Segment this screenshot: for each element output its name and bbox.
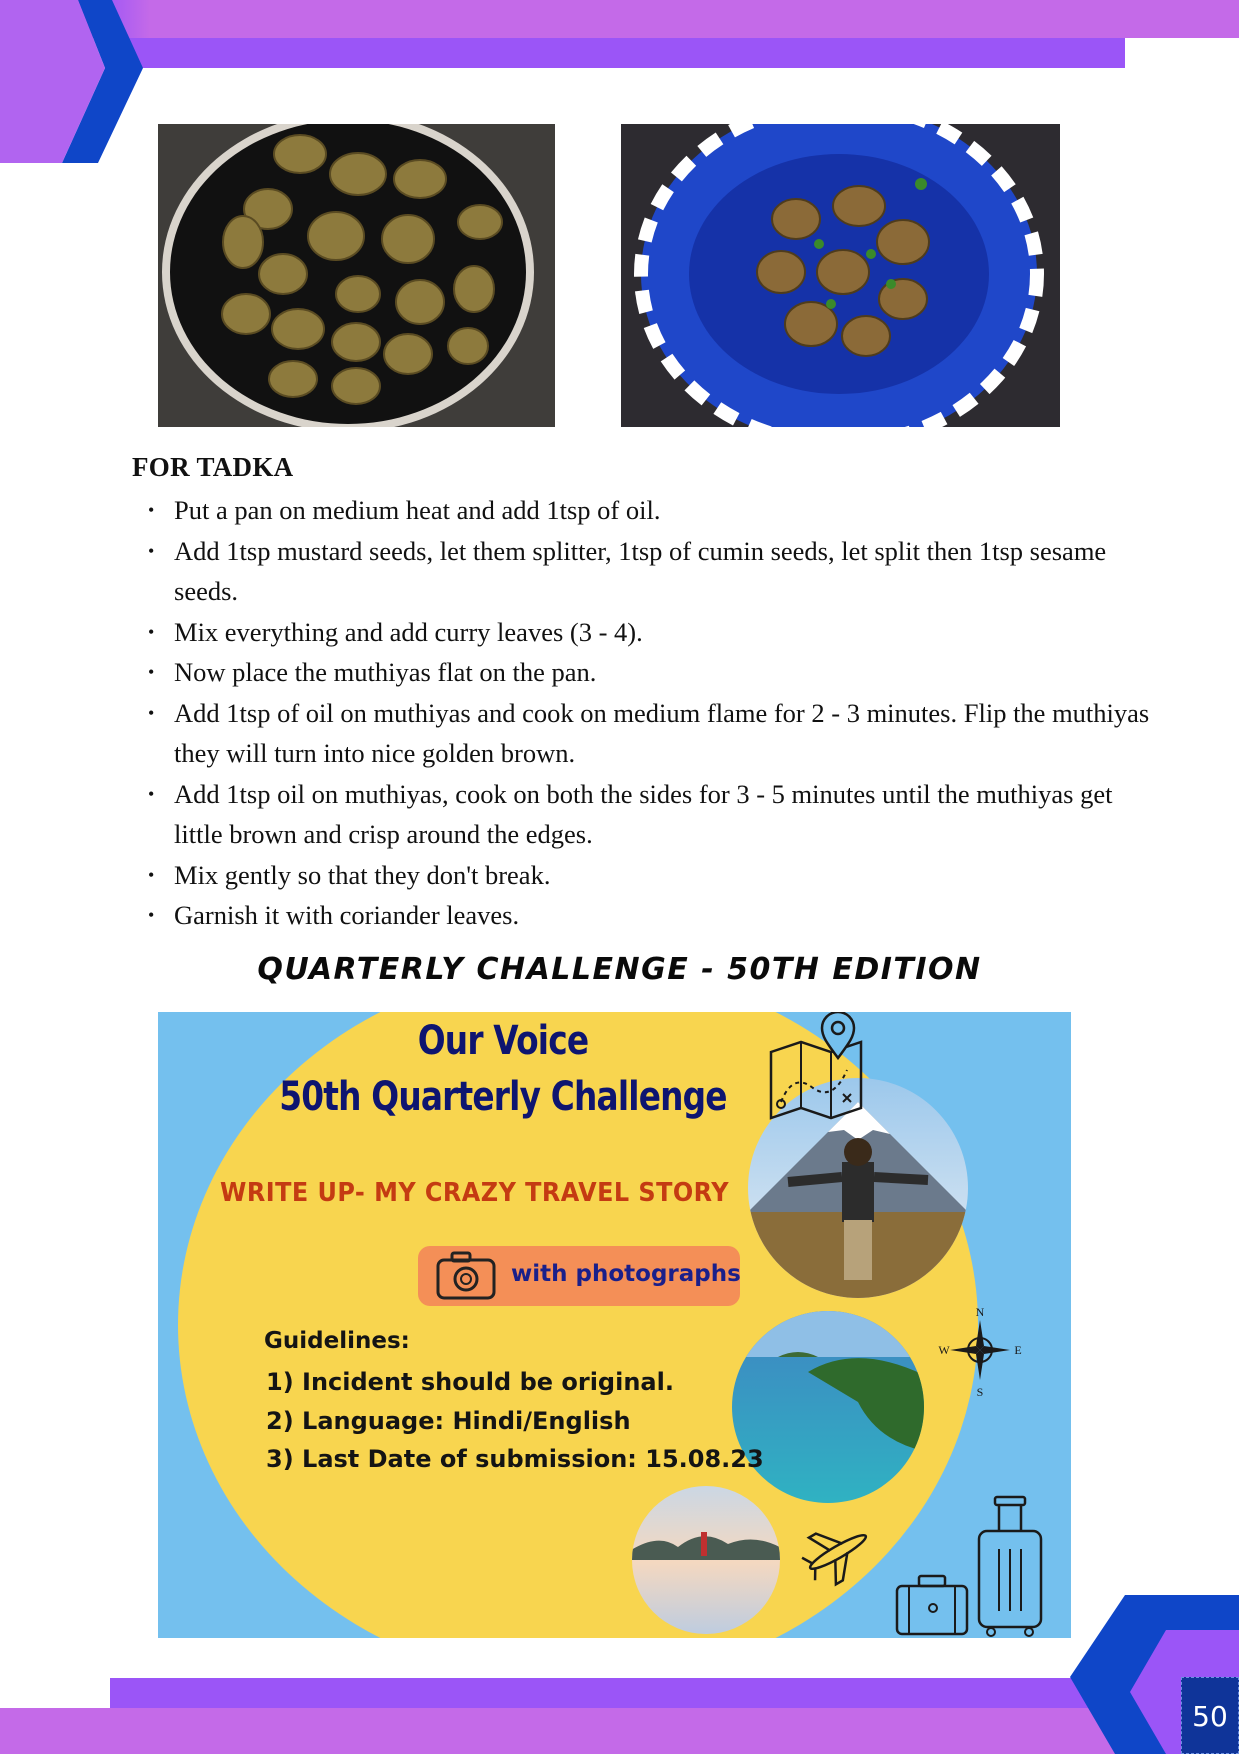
- compass-icon: [938, 1302, 1022, 1398]
- challenge-poster: [158, 1012, 1071, 1638]
- airplane-icon: [798, 1517, 878, 1587]
- compass-e: E: [1014, 1343, 1022, 1357]
- list-item: • Put a pan on medium heat and add 1tsp of oil.: [174, 490, 1164, 531]
- steps-list: [132, 490, 1164, 936]
- camera-icon: [434, 1250, 500, 1302]
- list-item: • Mix everything and add curry leaves (3 - 4).: [174, 612, 1164, 653]
- header-bar-top: [0, 0, 1239, 38]
- section-title: FOR TADKA: [132, 452, 294, 482]
- challenge-heading: QUARTERLY CHALLENGE - 50TH EDITION: [257, 952, 982, 987]
- compass-n: N: [975, 1305, 985, 1319]
- guidelines-title: Guidelines:: [264, 1328, 410, 1354]
- location-pin-icon: [818, 1012, 858, 1060]
- header-bar-bottom: [120, 38, 1125, 68]
- pan-photo: [158, 124, 555, 427]
- guideline-item: 3) Last Date of submission: 15.08.23: [266, 1445, 764, 1473]
- page-number: 50: [1181, 1677, 1239, 1754]
- guideline-item: 1) Incident should be original.: [266, 1368, 674, 1396]
- header-chevron: [0, 0, 150, 165]
- poster-line2: 50th Quarterly Challenge: [279, 1074, 727, 1120]
- poster-line1: Our Voice: [417, 1018, 589, 1064]
- list-item: • Add 1tsp oil on muthiyas, cook on both the sides for 3 - 5 minutes until the muthiyas get little brown and crisp around the edges.: [174, 774, 1164, 855]
- list-item: • Add 1tsp of oil on muthiyas and cook on medium flame for 2 - 3 minutes. Flip the muthiyas they will turn into nice golden brown.: [174, 693, 1164, 774]
- list-item: • Mix gently so that they don't break.: [174, 855, 1164, 896]
- plate-photo: [621, 124, 1060, 427]
- list-item: • Now place the muthiyas flat on the pan.: [174, 652, 1164, 693]
- guideline-item: 2) Language: Hindi/English: [266, 1407, 631, 1435]
- poster-subtitle: WRITE UP- MY CRAZY TRAVEL STORY: [220, 1178, 730, 1208]
- list-item: • Add 1tsp mustard seeds, let them splitter, 1tsp of cumin seeds, let split then 1tsp sesame seeds.: [174, 531, 1164, 612]
- list-item: • Garnish it with coriander leaves.: [174, 895, 1164, 936]
- badge-label: with photographs: [511, 1261, 741, 1287]
- luggage-icon: [973, 1495, 1049, 1638]
- footer-bar-top: [110, 1678, 1120, 1708]
- compass-w: W: [938, 1343, 950, 1357]
- compass-s: S: [976, 1385, 984, 1398]
- suitcase-icon: [893, 1572, 971, 1638]
- footer-bar-bottom: [0, 1708, 1239, 1754]
